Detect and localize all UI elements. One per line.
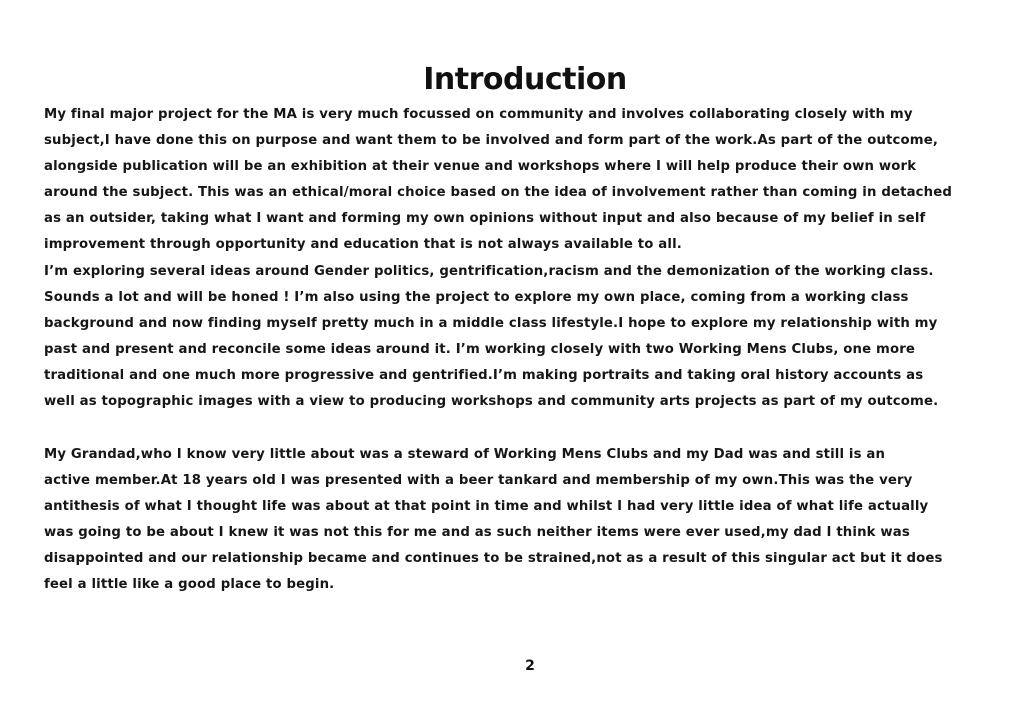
text-line: My final major project for the MA is very much focussed on community and involves collaborating closely with my [44, 107, 913, 122]
text-line: background and now finding myself pretty much in a middle class lifestyle.I hope to explore my relationship with my [44, 316, 938, 331]
text-line: past and present and reconcile some ideas around it. I’m working closely with two Working Mens Clubs, one more [44, 342, 916, 357]
text-line: antithesis of what I thought life was about at that point in time and whilst I had very little idea of what life actually [44, 499, 929, 514]
text-line: around the subject. This was an ethical/moral choice based on the idea of involvement rather than coming in detached [44, 185, 953, 200]
text-line: alongside publication will be an exhibition at their venue and workshops where I will help produce their own work [44, 159, 917, 174]
text-line: feel a little like a good place to begin. [44, 577, 335, 592]
text-line: was going to be about I knew it was not this for me and as such neither items were ever used,my dad I think was [44, 525, 910, 540]
paragraph-family-history [44, 442, 1004, 598]
text-line: My Grandad,who I know very little about was a steward of Working Mens Clubs and my Dad was and still is an [44, 447, 886, 462]
text-line: active member.At 18 years old I was presented with a beer tankard and membership of my own.This was the very [44, 473, 913, 488]
page-title: Introduction [423, 62, 627, 98]
text-line: Sounds a lot and will be honed ! I’m also using the project to explore my own place, coming from a working class [44, 290, 909, 305]
page-number: 2 [525, 658, 535, 674]
text-line: improvement through opportunity and education that is not always available to all. [44, 237, 682, 252]
paragraph-introduction-project [44, 102, 1004, 258]
text-line: traditional and one much more progressive and gentrified.I’m making portraits and taking oral history accounts as [44, 368, 924, 383]
paragraph-ideas-exploration [44, 259, 1004, 415]
text-line: disappointed and our relationship became and continues to be strained,not as a result of this singular act but it does [44, 551, 943, 566]
text-line: well as topographic images with a view to producing workshops and community arts projects as part of my outcome. [44, 394, 939, 409]
text-line: subject,I have done this on purpose and want them to be involved and form part of the work.As part of the outcome, [44, 133, 939, 148]
text-line: I’m exploring several ideas around Gender politics, gentrification,racism and the demonization of the working class. [44, 264, 934, 279]
text-line: as an outsider, taking what I want and forming my own opinions without input and also because of my belief in self [44, 211, 926, 226]
